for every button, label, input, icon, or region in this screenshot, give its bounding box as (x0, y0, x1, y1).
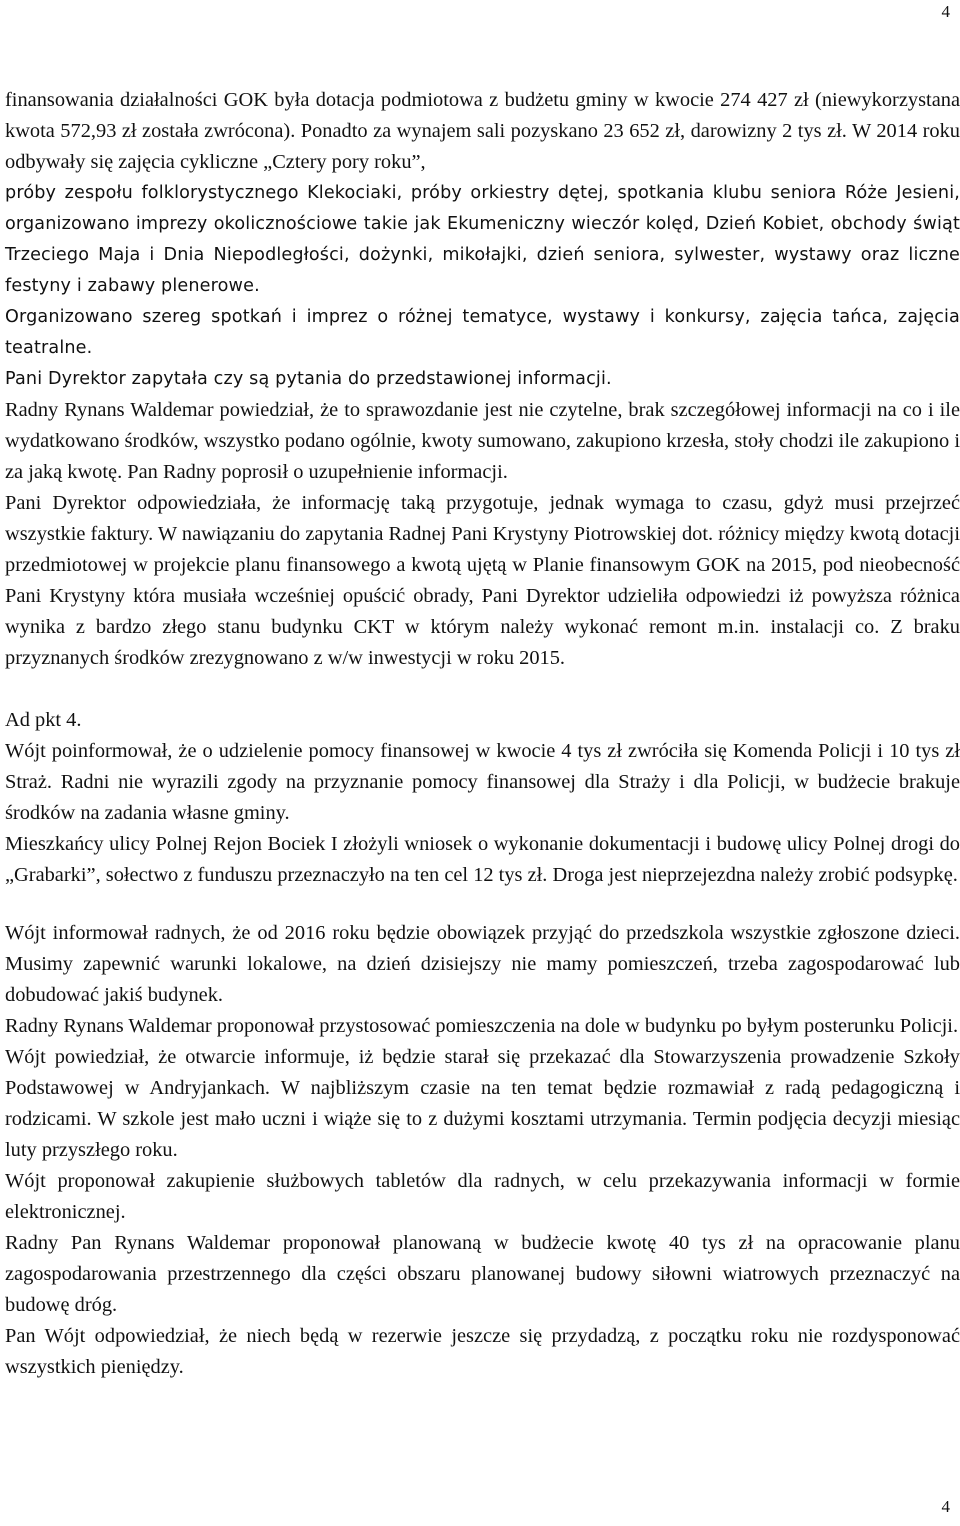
section-heading-point-4: Ad pkt 4. (5, 709, 82, 731)
document-body (5, 85, 960, 1383)
page-number-top: 4 (941, 2, 950, 21)
paragraph-preschool: Wójt informował radnych, że od 2016 roku będzie obowiązek przyjąć do przedszkola wszystkie zgłoszone dzieci. Musimy zapewnić warunki lokalowe, na dzień dzisiejszy nie mamy pomieszczeń, trzeba zagospodarować lub dobudować jakiś budynek. (5, 922, 960, 1006)
paragraph-activities: próby zespołu folklorystycznego Klekociaki, próby orkiestry dętej, spotkania klubu seniora Róże Jesieni, organizowano imprezy okolicznościowe takie jak Ekumeniczny wieczór kolęd, Dzień Kobiet, obchody świąt Trzeciego Maja i Dnia Niepodległości, dożynki, mikołajki, dzień seniora, sylwester, wystawy oraz liczne festyny i zabawy plenerowe. (5, 183, 960, 296)
paragraph-tablets: Wójt proponował zakupienie służbowych tabletów dla radnych, w celu przekazywania informacji w formie elektronicznej. (5, 1170, 960, 1223)
paragraph-director-question: Pani Dyrektor zapytała czy są pytania do przedstawionej informacji. (5, 369, 612, 389)
spacer (5, 674, 960, 705)
paragraph-roads-budget: Radny Pan Rynans Waldemar proponował planowaną w budżecie kwotę 40 tys zł na opracowanie planu zagospodarowania przestrzennego dla części obszaru planowanej budowy siłowni wiatrowych przeznaczyć na budowę dróg. (5, 1232, 960, 1316)
paragraph-director-answer: Pani Dyrektor odpowiedziała, że informację taką przygotuje, jednak wymaga to czasu, gdyż musi przejrzeć wszystkie faktury. W nawiązaniu do zapytania Radnej Pani Krystyny Piotrowskiej dot. różnicy między kwotą dotacji przedmiotowej w projekcie planu finansowego a kwotą ujętą w Planie finansowym GOK na 2015, pod nieobecność Pani Krystyny która musiała wcześniej opuścić obrady, Pani Dyrektor udzieliła odpowiedzi iż powyższa różnica wynika z bardzo złego stanu budynku CKT w którym należy wykonać remont m.in. instalacji co. Z braku przyznanych środków zrezygnowano z w/w inwestycji w roku 2015. (5, 492, 960, 669)
spacer (5, 891, 960, 918)
paragraph-reserve: Pan Wójt odpowiedział, że niech będą w rezerwie jeszcze się przydadzą, z początku roku nie rozdysponować wszystkich pieniędzy. (5, 1325, 960, 1378)
paragraph-polna-street: Mieszkańcy ulicy Polnej Rejon Bociek I złożyli wniosek o wykonanie dokumentacji i budowę ulicy Polnej drogi do „Grabarki”, sołectwo z funduszu przeznaczyło na ten cel 12 tys zł. Droga jest nieprzejezdna należy zrobić podsypkę. (5, 833, 960, 886)
paragraph-police-building: Radny Rynans Waldemar proponował przystosować pomieszczenia na dole w budynku po byłym posterunku Policji. (5, 1015, 959, 1037)
paragraph-events: Organizowano szereg spotkań i imprez o różnej tematyce, wystawy i konkursy, zajęcia tańca, zajęcia teatralne. (5, 307, 960, 358)
paragraph-financial-aid: Wójt poinformował, że o udzielenie pomocy finansowej w kwocie 4 tys zł zwróciła się Komenda Policji i 10 tys zł Straż. Radni nie wyrazili zgody na przyznanie pomocy finansowej dla Straży i dla Policji, w budżecie brakuje środków na zadania własne gminy. (5, 740, 960, 824)
paragraph-school: Wójt powiedział, że otwarcie informuje, iż będzie starał się przekazać dla Stowarzyszenia prowadzenie Szkoły Podstawowej w Andryjankach. W najbliższym czasie na ten temat będzie rozmawiał z radą pedagogiczną i rodzicami. W szkole jest mało uczni i wiąże się to z dużymi kosztami utrzymania. Termin podjęcia decyzji miesiąc luty przyszłego roku. (5, 1046, 960, 1161)
paragraph-councillor-remark: Radny Rynans Waldemar powiedział, że to sprawozdanie jest nie czytelne, brak szczegółowej informacji na co i ile wydatkowano środków, wszystko podano ogólnie, kwoty sumowano, zakupiono krzesła, stoły chodzi ile zakupiono i za jaką kwotę. Pan Radny poprosił o uzupełnienie informacji. (5, 399, 960, 483)
paragraph-financing: finansowania działalności GOK była dotacja podmiotowa z budżetu gminy w kwocie 274 427 zł (niewykorzystana kwota 572,93 zł została zwrócona). Ponadto za wynajem sali pozyskano 23 652 zł, darowizny 2 tys zł. W 2014 roku odbywały się zajęcia cykliczne „Cztery pory roku”, (5, 89, 960, 173)
page-number-bottom: 4 (941, 1497, 950, 1516)
